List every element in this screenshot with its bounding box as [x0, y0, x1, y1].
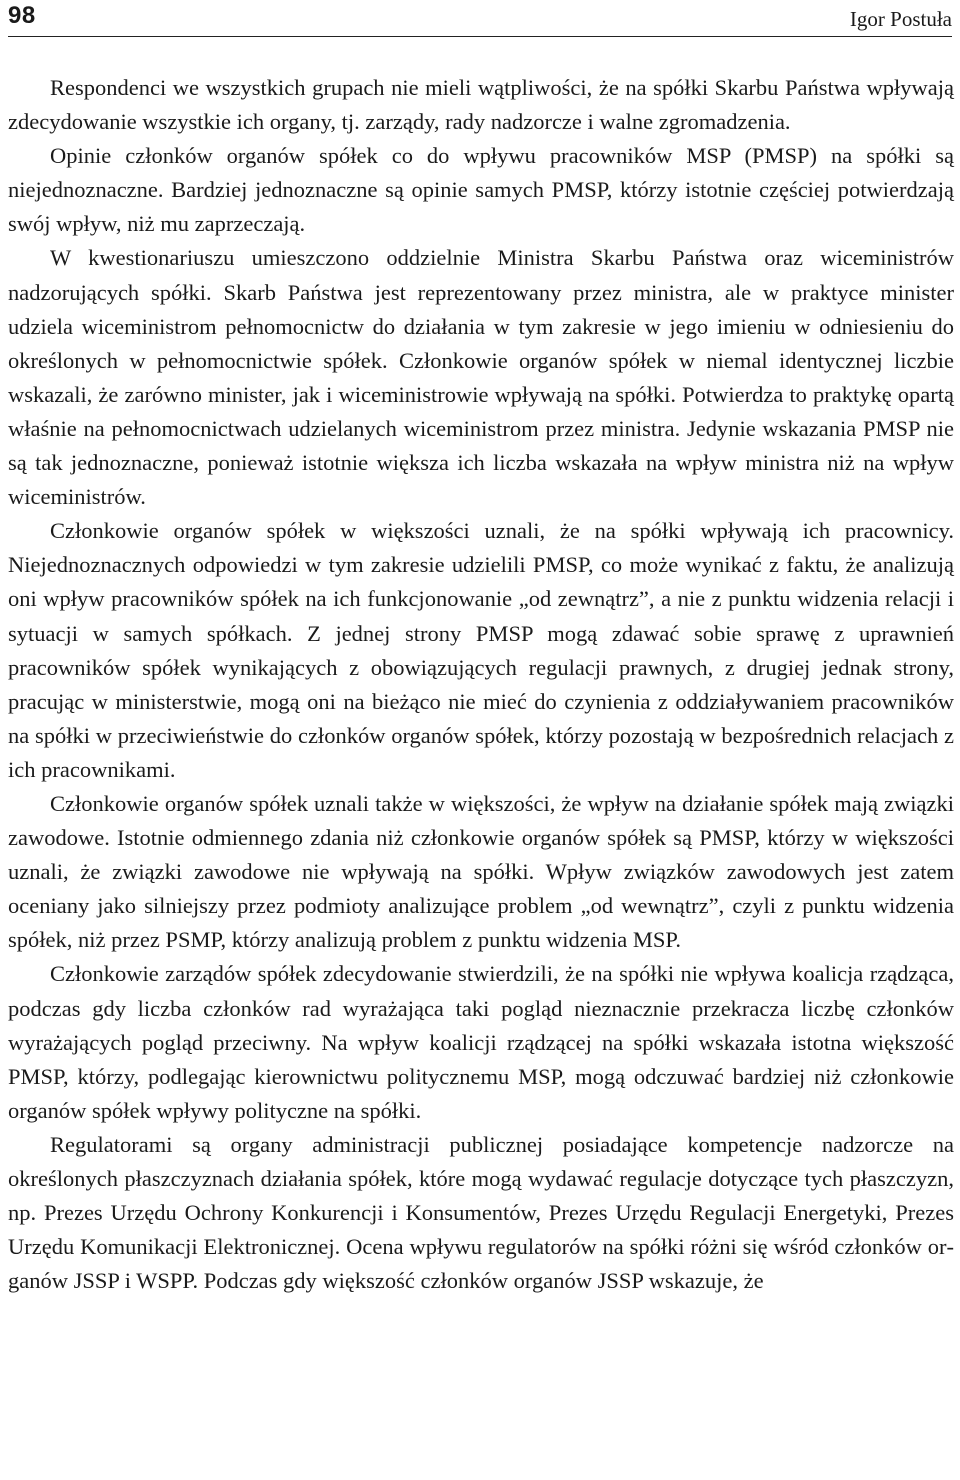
page-number: 98	[8, 2, 36, 29]
paragraph: Członkowie organów spółek w większości uznali, że na spółki wpływają ich pracownicy. Niejednoznacznych odpowiedzi w tym zakresie udzielili PMSP, co może wynikać z faktu, że analizują oni wpływ pracowników spółek na ich funkcjonowanie „od zewnątrz”, a nie z punktu widzenia relacji i sytuacji w samych spółkach. Z jednej strony PMSP mogą zdawać sobie sprawę z uprawnień pracowników spółek wynikających z obowiązujących regulacji prawnych, z drugiej jednak strony, pracując w ministerstwie, mogą oni na bieżąco nie mieć do czynienia z oddziaływaniem pracowników na spółki w przeciwieństwie do członków organów spółek, którzy pozostają w bezpośrednich relacjach z ich pracownikami.	[8, 518, 954, 782]
paragraph: Respondenci we wszystkich grupach nie mieli wątpliwości, że na spółki Skarbu Państwa wpływają zdecydowanie wszystkie ich organy, tj. zarządy, rady nadzorcze i walne zgromadzenia.	[8, 75, 954, 135]
paragraph: Opinie członków organów spółek co do wpływu pracowników MSP (PMSP) na spółki są niejednoznaczne. Bardziej jednoznaczne są opinie samych PMSP, którzy istotnie częściej potwierdzają swój wpływ, niż mu zaprzeczają.	[8, 143, 954, 237]
paragraph: Członkowie organów spółek uznali także w większości, że wpływ na działanie spółek mają związki zawodowe. Istotnie odmiennego zdania niż członkowie organów spółek są PMSP, którzy w większości uznali, że związki zawodowe nie wpływają na spółki. Wpływ związków zawodowych jest zatem oceniany jako silniejszy przez podmioty analizujące problem „od wewnątrz”, czyli z punktu widzenia spółek, niż przez PSMP, którzy analizują problem z punktu widzenia MSP.	[8, 790, 954, 953]
running-header-author: Igor Postuła	[849, 7, 952, 31]
header-rule	[8, 36, 952, 37]
running-header	[8, 0, 952, 38]
paragraph: W kwestionariuszu umieszczono oddzielnie Ministra Skarbu Państwa oraz wiceministrów nadzorujących spółki. Skarb Państwa jest reprezentowany przez ministra, ale w praktyce minister udziela wiceministrom pełnomocnictw do działania w tym zakresie w jego imieniu w odniesieniu do określonych w pełnomocnictwie spółek. Członkowie organów spółek w niemal identycznej liczbie wskazali, że zarówno minister, jak i wiceministrowie wpływają na spółki. Potwierdza to praktykę opartą właśnie na pełnomocnictwach udzielanych wiceministrom przez ministra. Jedynie wskazania PMSP nie są tak jednoznaczne, ponieważ istotnie większa ich liczba wskazała na wpływ ministra niż na wpływ wiceministrów.	[8, 245, 954, 510]
paragraph: Członkowie zarządów spółek zdecydowanie stwierdzili, że na spółki nie wpływa koalicja rządząca, podczas gdy liczba członków rad wyrażająca taki pogląd nieznacznie przekracza liczbę członków wyrażających pogląd przeciwny. Na wpływ koalicji rządzącej na spółki wskazała istotna większość PMSP, którzy, podlegając kierownictwu politycznemu MSP, mogą odczuwać bardziej niż członkowie organów spółek wpływy polityczne na spółki.	[8, 961, 954, 1123]
paragraph: Regulatorami są organy administracji publicznej posiadające kompetencje nadzorcze na określonych płaszczyznach działania spółek, które mogą wydawać regulacje dotyczące tych płaszczyzn, np. Prezes Urzędu Ochrony Konkurencji i Konsumentów, Prezes Urzędu Regulacji Energetyki, Prezes Urzędu Komunikacji Elektronicznej. Ocena wpływu regulatorów na spółki różni się wśród członków organów JSSP i WSPP. Podczas gdy większość członków organów JSSP wskazuje, że	[8, 1131, 954, 1294]
body-text	[8, 71, 954, 1298]
